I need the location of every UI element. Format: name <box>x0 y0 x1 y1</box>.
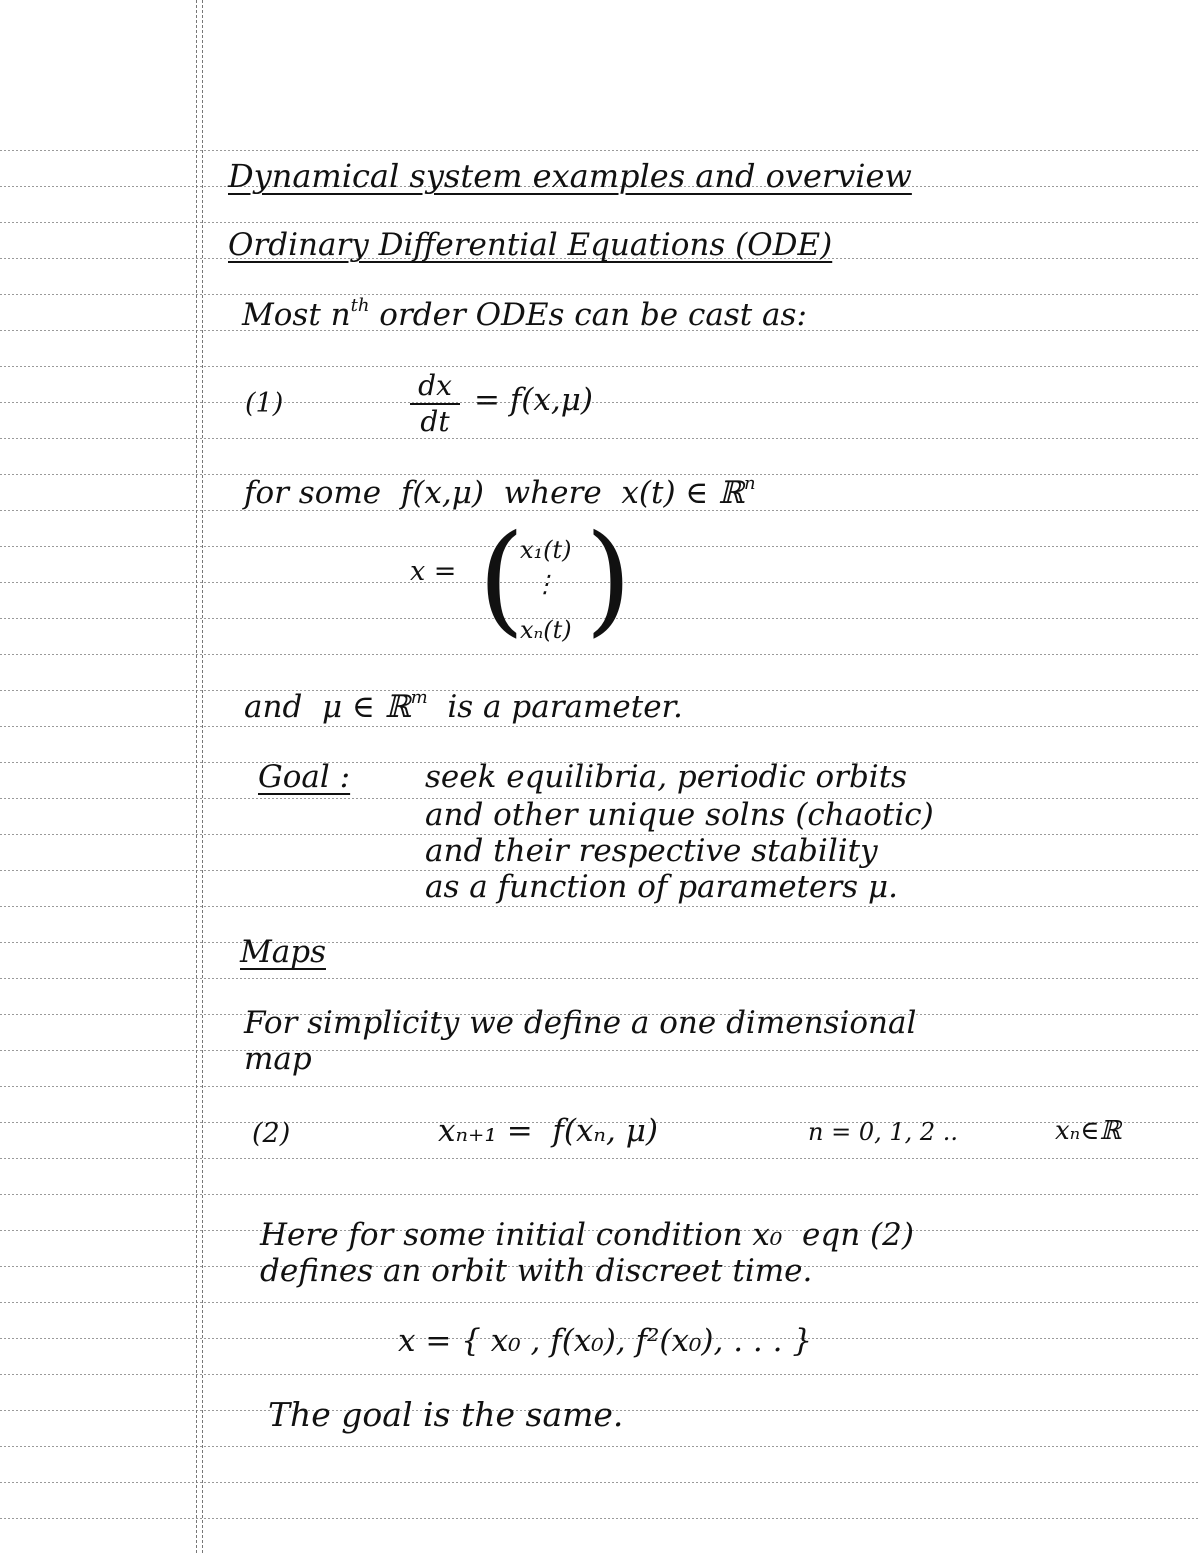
goal-label: Goal : <box>258 759 351 795</box>
ode-heading: Ordinary Differential Equations (ODE) <box>228 227 833 263</box>
maps-intro-1: For simplicity we define a one dimensional <box>244 1005 917 1041</box>
eq2-expression: xₙ₊₁ = f(xₙ, μ) <box>438 1113 658 1149</box>
closing-line: The goal is the same. <box>268 1395 624 1434</box>
right-paren: ) <box>585 510 632 649</box>
eq1-rhs: = f(x,μ) <box>474 382 593 418</box>
vector-top: x₁(t) <box>520 536 572 564</box>
vector-dots: ⋮ <box>533 570 557 598</box>
orbit-set: x = { x₀ , f(x₀), f²(x₀), . . . } <box>398 1323 813 1359</box>
goal-line-2: and other unique solns (chaotic) <box>425 797 934 833</box>
vector-lhs: x = <box>410 556 457 587</box>
eq1-numerator: dx <box>418 369 452 402</box>
vector-bottom: xₙ(t) <box>520 616 572 644</box>
orbit-line-2: defines an orbit with discreet time. <box>260 1253 813 1289</box>
ode-intro: Most $n^{th}$ order ODEs can be cast as: <box>242 295 807 333</box>
eq2-domain: xₙ∈ℝ <box>1055 1116 1122 1146</box>
parameter-line: and μ ∈ ℝ$^m$ is a parameter. <box>244 687 683 725</box>
goal-line-4: as a function of parameters μ. <box>425 869 898 905</box>
eq1-derivative <box>410 369 460 438</box>
eq1-number: (1) <box>245 388 284 419</box>
maps-heading: Maps <box>240 934 326 970</box>
orbit-line-1: Here for some initial condition x₀ eqn (2) <box>260 1217 914 1253</box>
left-paren: ( <box>478 510 525 649</box>
eq2-number: (2) <box>252 1118 291 1149</box>
goal-line-1: seek equilibria, periodic orbits <box>425 759 908 795</box>
goal-line-3: and their respective stability <box>425 833 878 869</box>
maps-intro-2: map <box>244 1041 312 1077</box>
eq1-denominator: dt <box>420 405 450 438</box>
eq2-range: n = 0, 1, 2 .. <box>808 1118 959 1146</box>
for-some-line: for some f(x,μ) where x(t) ∈ ℝ$^n$ <box>244 473 756 511</box>
page-title: Dynamical system examples and overview <box>228 157 912 195</box>
